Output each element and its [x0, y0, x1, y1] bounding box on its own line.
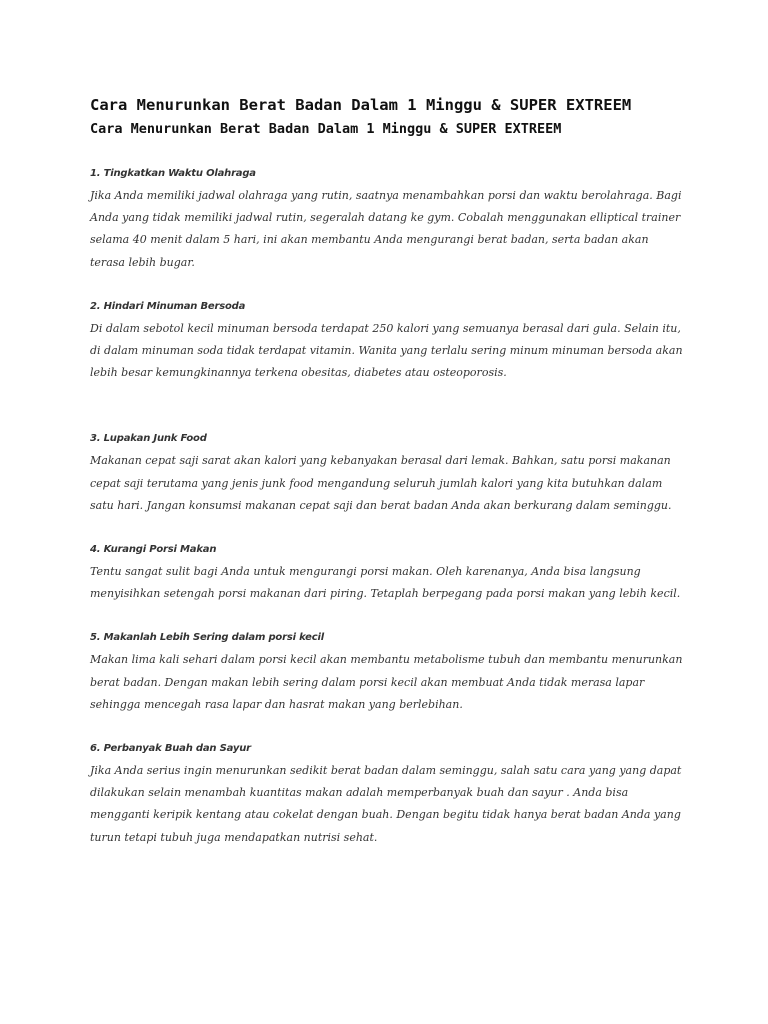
section-body: Di dalam sebotol kecil minuman bersoda terdapat 250 kalori yang semuanya berasal dari gula. Selain itu, di dalam minuman soda tidak terdapat vitamin. Wanita yang terlalu sering minum minuman bersoda akan lebih besar kemungkinannya terkena obesitas, diabetes atau osteoporosis.	[90, 321, 683, 380]
section-heading: 2. Hindari Minuman Bersoda	[90, 300, 246, 312]
section-heading: 3. Lupakan Junk Food	[90, 433, 207, 445]
section-heading: 1. Tingkatkan Waktu Olahraga	[90, 168, 256, 179]
section-heading: 5. Makanlah Lebih Sering dalam porsi kecil	[90, 632, 324, 644]
section-4	[90, 539, 690, 605]
section-5	[90, 627, 690, 716]
section-2	[90, 296, 690, 385]
section-body: Makanan cepat saji sarat akan kalori yang kebanyakan berasal dari lemak. Bahkan, satu porsi makanan cepat saji terutama yang jenis junk food mengandung seluruh jumlah kalori yang kita butuhkan dalam satu hari. Jangan konsumsi makanan cepat saji dan berat badan Anda akan berkurang dalam seminggu.	[90, 454, 672, 512]
section-body: Makan lima kali sehari dalam porsi kecil akan membantu metabolisme tubuh dan membantu menurunkan berat badan. Dengan makan lebih sering dalam porsi kecil akan membuat Anda tidak merasa lapar sehingga mencegah rasa lapar dan hasrat makan yang berlebihan.	[90, 653, 683, 711]
document-page	[90, 93, 690, 871]
section-body: Jika Anda serius ingin menurunkan sedikit berat badan dalam seminggu, salah satu cara yang yang dapat dilakukan selain menambah kuantitas makan adalah memperbanyak buah dan sayur . Anda bisa mengganti keripik kentang atau cokelat dengan buah. Dengan begitu tidak hanya berat badan Anda yang turun tetapi tubuh juga mendapatkan nutrisi sehat.	[90, 764, 682, 844]
section-heading: 4. Kurangi Porsi Makan	[90, 544, 217, 556]
sections-list	[90, 163, 690, 849]
section-1	[90, 163, 690, 274]
section-6	[90, 738, 690, 849]
document-title: Cara Menurunkan Berat Badan Dalam 1 Minggu & SUPER EXTREEM	[90, 96, 632, 114]
section-3	[90, 428, 690, 517]
section-heading: 6. Perbanyak Buah dan Sayur	[90, 743, 251, 755]
document-subtitle: Cara Menurunkan Berat Badan Dalam 1 Minggu & SUPER EXTREEM	[90, 121, 562, 137]
section-body: Tentu sangat sulit bagi Anda untuk mengurangi porsi makan. Oleh karenanya, Anda bisa langsung menyisihkan setengah porsi makanan dari piring. Tetaplah berpegang pada porsi makan yang lebih kecil.	[90, 565, 681, 601]
section-body: Jika Anda memiliki jadwal olahraga yang rutin, saatnya menambahkan porsi dan waktu berolahraga. Bagi Anda yang tidak memiliki jadwal rutin, segeralah datang ke gym. Cobalah menggunakan elliptical trainer selama 40 menit dalam 5 hari, ini akan membantu Anda mengurangi berat badan, serta badan akan terasa lebih bugar.	[90, 189, 682, 269]
